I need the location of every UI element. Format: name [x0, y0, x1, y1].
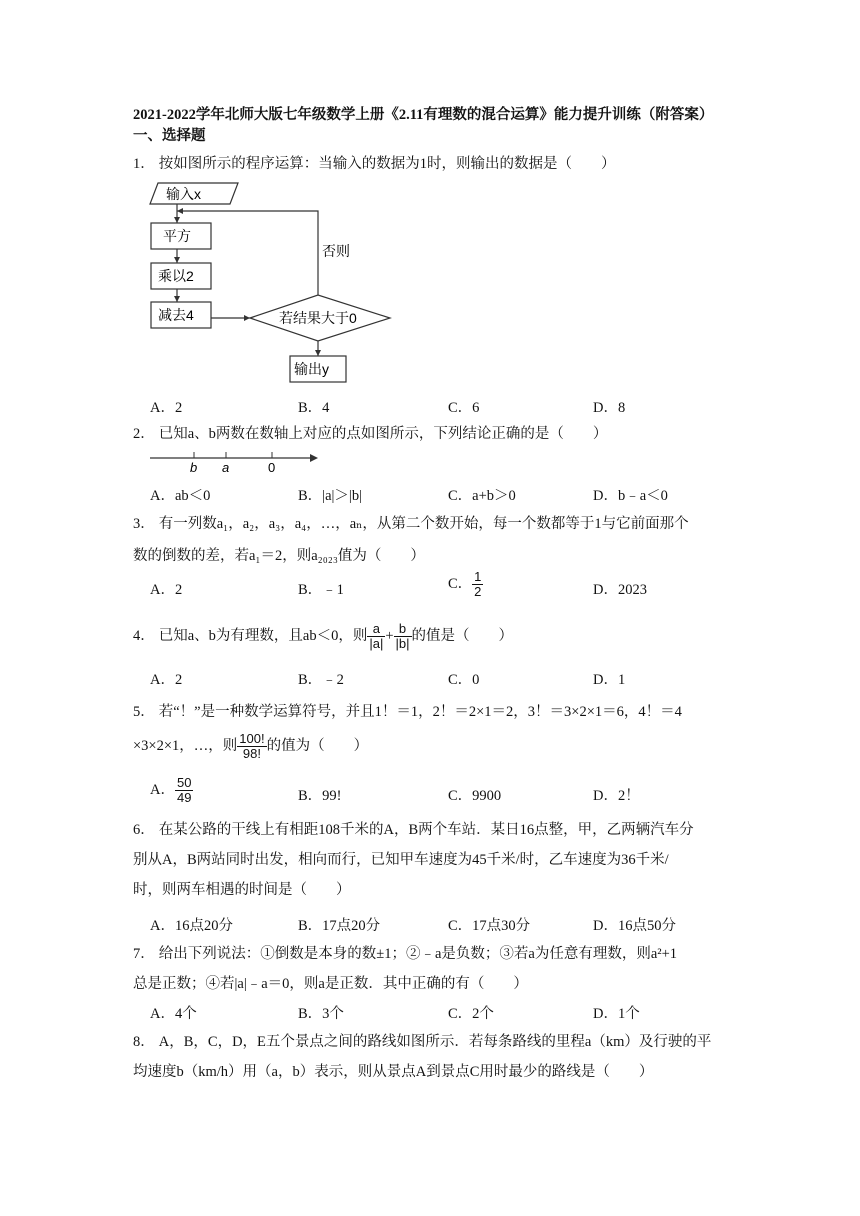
- options-q5: [150, 775, 750, 818]
- option-c[interactable]: C．9900: [448, 788, 502, 804]
- fraction-a-over-abs-a: [367, 622, 385, 651]
- flow-sub-label: 减去4: [158, 307, 194, 323]
- option-b[interactable]: B．3个: [298, 1006, 344, 1022]
- option-c[interactable]: C．0: [448, 672, 480, 688]
- question-text-end: 的值是（ ）: [411, 628, 514, 644]
- flow-square-label: 平方: [163, 228, 191, 244]
- question-number: 3．: [133, 516, 155, 532]
- option-c-label: C．: [448, 575, 473, 592]
- fraction-numerator: a: [367, 622, 385, 637]
- question-text: 按如图所示的程序运算：当输入的数据为1时，则输出的数据是（ ）: [158, 156, 616, 172]
- question-number: 5．: [133, 704, 155, 720]
- option-a[interactable]: [150, 776, 193, 805]
- fraction-numerator: 50: [176, 775, 192, 790]
- question-number: 6．: [133, 822, 155, 838]
- axis-label-a: a: [222, 460, 230, 475]
- option-b[interactable]: B．﹣2: [298, 672, 344, 688]
- option-a-label: A．: [150, 781, 175, 798]
- question-text: 已知a、b为有理数，且ab＜0，则: [158, 628, 368, 644]
- option-d[interactable]: D．1: [593, 672, 626, 688]
- option-c[interactable]: [448, 570, 483, 599]
- fraction-denominator: 2: [474, 584, 482, 599]
- option-d[interactable]: D．1个: [593, 1006, 640, 1022]
- question-text-line1: 给出下列说法：①倒数是本身的数±1；②﹣a是负数；③若a为任意有理数，则a²+1: [158, 946, 678, 962]
- options-q4: [150, 668, 750, 692]
- question-number: 1．: [133, 156, 155, 172]
- question-8: [133, 1028, 733, 1086]
- option-a[interactable]: A．2: [150, 672, 183, 688]
- option-a[interactable]: A．4个: [150, 1006, 197, 1022]
- option-c[interactable]: C．2个: [448, 1006, 494, 1022]
- page-title: 2021-2022学年北师大版七年级数学上册《2.11有理数的混合运算》能力提升训练（附答案）: [133, 107, 714, 123]
- option-b[interactable]: B．|a|＞|b|: [298, 488, 362, 504]
- question-text: 已知a、b两数在数轴上对应的点如图所示，下列结论正确的是（ ）: [158, 426, 608, 442]
- option-d[interactable]: D．16点50分: [593, 918, 676, 934]
- fraction-denominator: |a|: [369, 636, 384, 652]
- option-c[interactable]: C．a+b＞0: [448, 488, 516, 504]
- question-text-line1: A，B，C，D，E五个景点之间的路线如图所示．若每条路线的里程a（km）及行驶的平: [158, 1034, 712, 1050]
- fraction-numerator: 1: [474, 569, 482, 584]
- question-text-line1: 在某公路的干线上有相距108千米的A，B两个车站．某日16点整，甲，乙两辆汽车分: [158, 822, 694, 838]
- factorial-fraction: [237, 732, 266, 761]
- question-text-line2: 均速度b（km/h）用（a，b）表示，则从景点A到景点C用时最少的路线是（ ）: [133, 1064, 654, 1080]
- axis-label-b: b: [190, 460, 198, 475]
- question-1: [133, 150, 733, 178]
- question-text-line2: 总是正数；④若|a|﹣a＝0，则a是正数．其中正确的有（ ）: [133, 976, 528, 992]
- fraction-denominator: 49: [176, 790, 192, 805]
- option-b[interactable]: B．17点20分: [298, 918, 381, 934]
- option-b[interactable]: B．﹣1: [298, 582, 344, 598]
- question-text-end: 的值为（ ）: [266, 738, 369, 754]
- option-a[interactable]: A．ab＜0: [150, 488, 211, 504]
- plus-sign: +: [385, 628, 394, 644]
- question-text-line1: 若“！”是一种数学运算符号，并且1！＝1，2！＝2×1＝2，3！＝3×2×1＝6，4！＝4: [158, 704, 682, 720]
- question-text-line1: 有一列数a₁，a₂，a₃，a₄，…，aₙ，从第二个数开始，每一个数都等于1与它前面那个: [158, 516, 689, 532]
- question-text-line2: 别从A，B两站同时出发，相向而行，已知甲车速度为45千米/时，乙车速度为36千米/: [133, 852, 669, 868]
- fraction-numerator: 100!: [239, 731, 265, 747]
- axis-label-zero: 0: [268, 460, 276, 475]
- flow-mult-label: 乘以2: [158, 268, 194, 284]
- option-b[interactable]: B．99!: [298, 788, 342, 804]
- section-heading: 一、选择题: [133, 128, 206, 144]
- option-b[interactable]: B．4: [298, 400, 330, 416]
- options-q2: [150, 484, 750, 508]
- option-c-fraction: [472, 570, 483, 599]
- option-d[interactable]: D．2！: [593, 788, 640, 804]
- option-a[interactable]: A．2: [150, 400, 183, 416]
- flow-cond-label: 若结果大于0: [279, 310, 357, 326]
- options-q3: [150, 569, 750, 612]
- question-number: 2．: [133, 426, 155, 442]
- question-number: 8．: [133, 1034, 155, 1050]
- options-q7: [150, 1002, 750, 1026]
- question-text-line2: ×3×2×1，…，则: [133, 738, 238, 754]
- option-a-fraction: [175, 776, 193, 805]
- fraction-b-over-abs-b: [394, 622, 412, 651]
- question-number: 4．: [133, 628, 155, 644]
- question-4: [133, 622, 733, 651]
- option-d[interactable]: D．b﹣a＜0: [593, 488, 668, 504]
- question-text-line2: 数的倒数的差，若a₁＝2，则a₂₀₂₃值为（ ）: [133, 548, 425, 564]
- question-number: 7．: [133, 946, 155, 962]
- flowchart-diagram: [140, 180, 400, 386]
- question-5: [133, 698, 733, 761]
- option-d[interactable]: D．2023: [593, 582, 647, 598]
- fraction-numerator: b: [394, 622, 412, 637]
- flow-else-label: 否则: [322, 243, 350, 259]
- flow-output-label: 输出y: [294, 361, 329, 377]
- option-a[interactable]: A．16点20分: [150, 918, 233, 934]
- number-line-diagram: [148, 448, 323, 476]
- question-7: [133, 940, 733, 998]
- option-c[interactable]: C．6: [448, 400, 480, 416]
- option-c[interactable]: C．17点30分: [448, 918, 531, 934]
- fraction-denominator: |b|: [395, 636, 410, 652]
- flow-input-label: 输入x: [166, 186, 201, 202]
- question-3: [133, 510, 733, 570]
- question-2: [133, 420, 733, 448]
- option-d[interactable]: D．8: [593, 400, 626, 416]
- question-text-line3: 时，则两车相遇的时间是（ ）: [133, 882, 351, 898]
- option-a[interactable]: A．2: [150, 582, 183, 598]
- question-6: [133, 816, 733, 904]
- options-q1: [150, 396, 750, 420]
- options-q6: [150, 914, 750, 938]
- fraction-denominator: 98!: [242, 746, 261, 762]
